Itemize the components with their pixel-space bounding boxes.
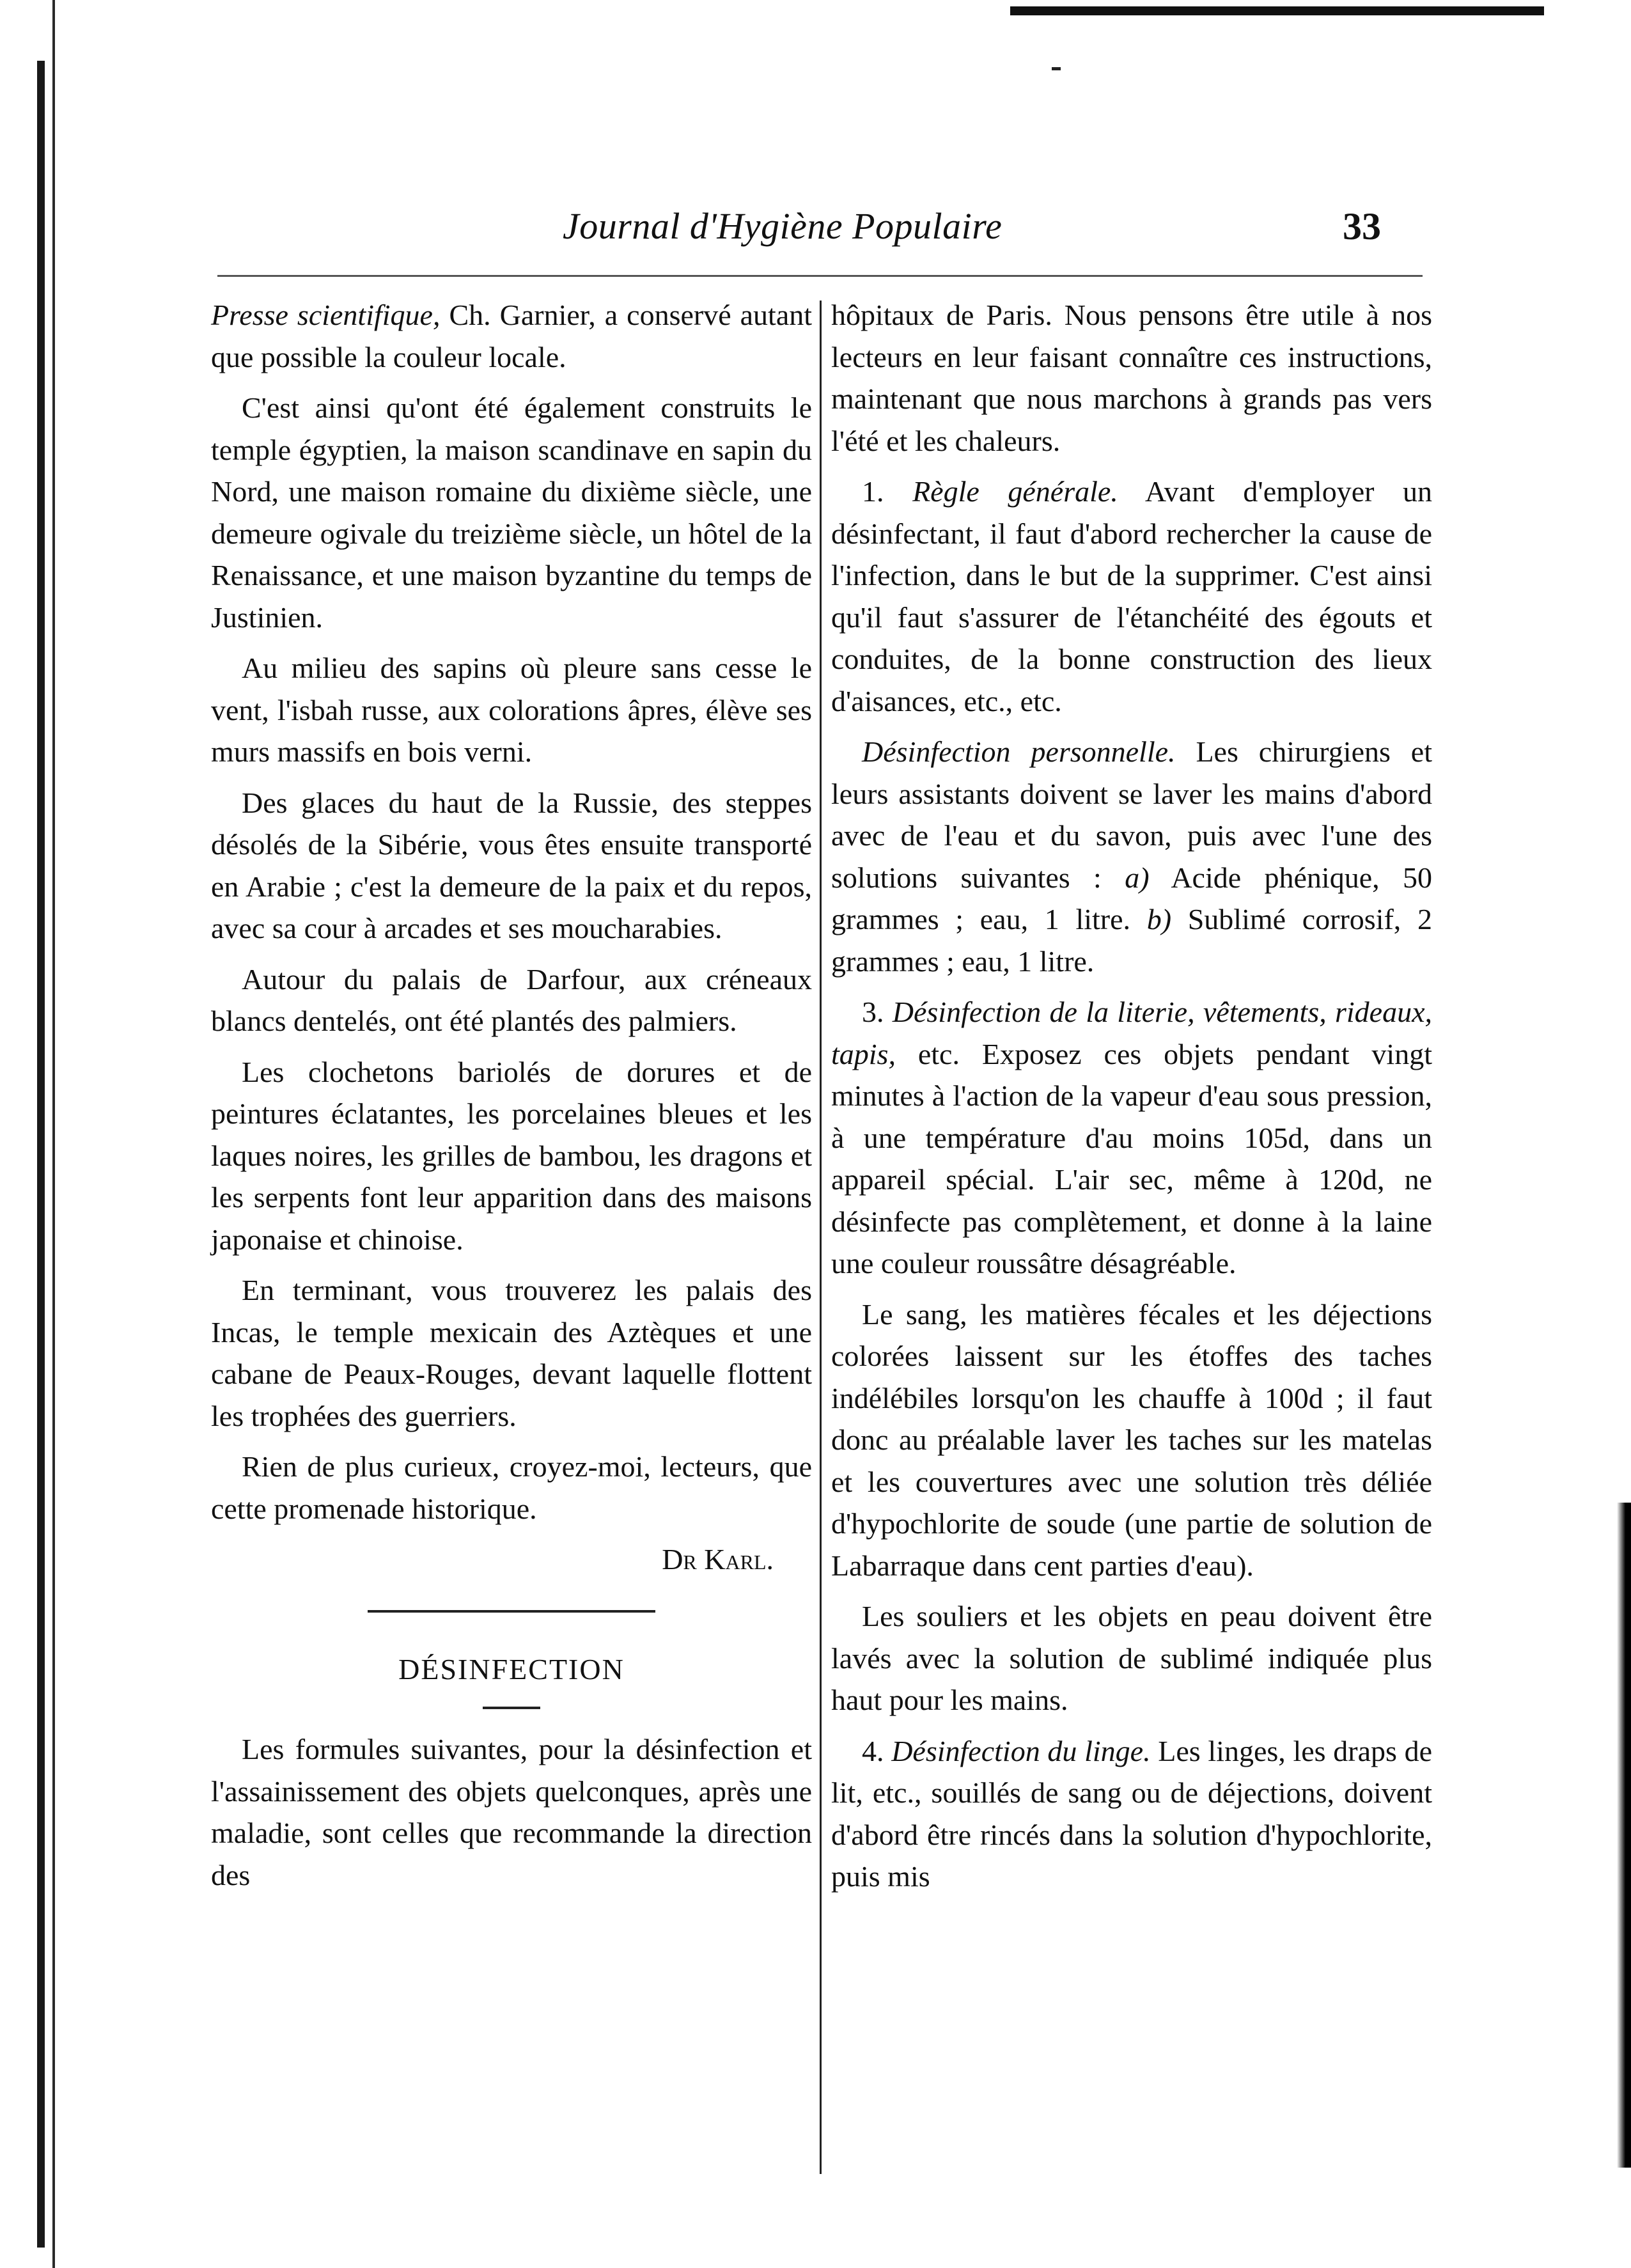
text: Ch. Garnier, a conservé autant que possible la couleur locale. [211, 299, 813, 373]
item-number: 3. [862, 996, 893, 1028]
paragraph: Les formules suivantes, pour la désinfection et l'assainissement des objets quelconques, après une maladie, sont celles que recommande la direction des [211, 1733, 812, 1891]
paragraph: C'est ainsi qu'ont été également construits le temple égyptien, la maison scandinave en sapin du Nord, une maison romaine du dixième siècle, une demeure ogivale du treizième siècle, un hôtel de la Renaissance, et une maison byzantine du temps de Justinien. [211, 391, 812, 634]
text: Les linges, les draps de lit, etc., souillés de sang ou de déjections, doivent d'abord être rincés dans la solution d'hypochlorite, puis mis [831, 1734, 1433, 1893]
running-title: Journal d'Hygiène Populaire [563, 205, 1003, 247]
paragraph: hôpitaux de Paris. Nous pensons être utile à nos lecteurs en leur faisant connaître ces instructions, maintenant que nous marchons à grands pas vers l'été et les chaleurs. [831, 299, 1432, 457]
column-divider [820, 301, 822, 2174]
paragraph: Les souliers et les objets en peau doivent être lavés avec la solution de sublimé indiquée plus haut pour les mains. [831, 1600, 1432, 1716]
right-column [831, 294, 1432, 1898]
page-number: 33 [1343, 205, 1381, 247]
list-marker: a) [1125, 861, 1150, 894]
paragraph [831, 1730, 1432, 1898]
italic-heading: Règle générale. [912, 475, 1118, 508]
paragraph [831, 991, 1432, 1285]
header-rule [217, 275, 1423, 277]
author-signature: Dr Karl. [662, 1543, 774, 1576]
item-number: 4. [862, 1734, 892, 1767]
paragraph [211, 294, 812, 378]
paragraph: Rien de plus curieux, croyez-moi, lecteurs, que cette promenade historique. [211, 1450, 812, 1525]
top-scan-rule [1010, 6, 1544, 15]
right-edge-shadow [1617, 1503, 1631, 2168]
paragraph [831, 471, 1432, 722]
binding-edge-line [52, 0, 55, 2268]
binding-edge-shadow [37, 61, 45, 2248]
paragraph: Les clochetons bariolés de dorures et de peintures éclatantes, les porcelaines bleues et les laques noires, les grilles de bambou, les dragons et les serpents font leur apparition dans des maisons japonaise et chinoise. [211, 1055, 812, 1256]
text: Avant d'employer un désinfectant, il faut d'abord rechercher la cause de l'infection, dans le but de la supprimer. C'est ainsi qu'il faut s'assurer de l'étanchéité des égouts et conduites, de la bonne construction des lieux d'aisances, etc., etc. [831, 475, 1433, 717]
italic-heading: Désinfection du linge. [891, 1734, 1151, 1767]
title-underline [483, 1707, 540, 1709]
ink-speck [1052, 67, 1061, 70]
italic-heading: Désinfection de la literie, vêtements, rideaux, tapis, [831, 996, 1432, 1070]
text: Sublimé corrosif, 2 grammes ; eau, 1 litre. [831, 903, 1432, 978]
item-number: 1. [862, 475, 913, 508]
text: Acide phénique, 50 grammes ; eau, 1 litre. [831, 861, 1432, 935]
italic-heading: Désinfection personnelle. [862, 735, 1176, 768]
paragraph: Au milieu des sapins où pleure sans cesse le vent, l'isbah russe, aux colorations âpres, élève ses murs massifs en bois verni. [211, 652, 812, 768]
paragraph: En terminant, vous trouverez les palais des Incas, le temple mexicain des Aztèques et une cabane de Peaux-Rouges, devant laquelle flottent les trophées des guerriers. [211, 1274, 812, 1432]
paragraph: Des glaces du haut de la Russie, des steppes désolés de la Sibérie, vous êtes ensuite transporté en Arabie ; c'est la demeure de la paix et du repos, avec sa cour à arcades et ses moucharabies. [211, 786, 812, 944]
paragraph: Le sang, les matières fécales et les déjections colorées laissent sur les étoffes des taches indélébiles lorsqu'on les chauffe à 100d ; il faut donc au préalable laver les taches sur les matelas et les couvertures avec une solution très déliée d'hypochlorite de soude (une partie de solution de Labarraque dans cent parties d'eau). [831, 1297, 1432, 1582]
text: etc. Exposez ces objets pendant vingt minutes à l'action de la vapeur d'eau sous pression, à une température d'au moins 105d, dans un appareil spécial. L'air sec, même à 120d, ne désinfecte pas complètement, et donne à la laine une couleur roussâtre désagréable. [831, 1037, 1432, 1279]
section-divider [368, 1610, 655, 1613]
paragraph [831, 731, 1432, 982]
left-column [211, 294, 812, 1896]
section-title: DÉSINFECTION [398, 1652, 625, 1685]
paragraph: Autour du palais de Darfour, aux créneaux blancs dentelés, ont été plantés des palmiers. [211, 962, 812, 1037]
text: Les chirurgiens et leurs assistants doivent se laver les mains d'abord avec de l'eau et du savon, puis avec l'une des solutions suivantes : [831, 735, 1433, 894]
italic-text: Presse scientifique, [211, 299, 441, 331]
list-marker: b) [1146, 903, 1172, 935]
